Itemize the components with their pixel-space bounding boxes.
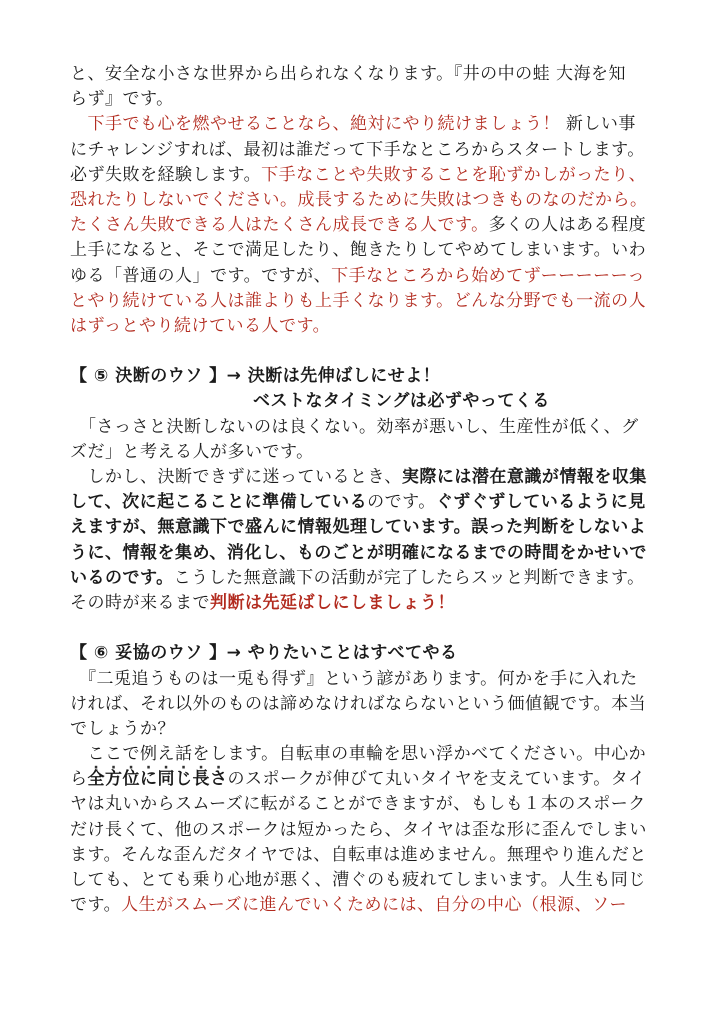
emphasis-red: とやり続けている人は誰よりも上手くなります。どんな分野でも一流の人 <box>70 290 647 311</box>
emphasis-red: 恐れたりしないでください。成長するために失敗はつきものなのだから。 <box>70 189 648 210</box>
text-line <box>70 541 660 566</box>
emphasis-red: 下手でも心を燃やせることなら、絶対にやり続けましょう！ <box>70 114 560 135</box>
emphasis-char: 位 <box>122 769 140 790</box>
text-span: だけ長くて、他のスポークは短かったら、タイヤは歪な形に歪んでしまい <box>70 819 647 840</box>
text-span: ズだ」と考える人が多いです。 <box>70 441 314 462</box>
text-span: 多くの人はある程度 <box>488 215 647 236</box>
section-heading <box>70 364 660 389</box>
text-line <box>70 591 660 616</box>
text-span: しかし、決断できずに迷っているとき、 <box>70 467 402 487</box>
text-span: 必ず失敗を経験します。 <box>70 164 262 185</box>
emphasis-bold: うに、情報を集め、消化し、ものごとが明確になるまでの時間をかせいで <box>70 542 647 563</box>
text-span: しても、とても乗り心地が悪く、漕ぐのも疲れてしまいます。人生も同じ <box>70 870 646 890</box>
text-span: ヤは丸いからスムーズに転がることができますが、もしも１本のスポーク <box>70 794 646 815</box>
text-line <box>70 893 660 918</box>
text-line <box>70 138 660 163</box>
text-span: ます。そんな歪んだタイヤでは、自転車は進めません。無理やり進んだと <box>70 844 647 865</box>
emphasis-red: 下手なことや失敗することを恥ずかしがったり、 <box>261 164 647 185</box>
text-line <box>70 440 660 465</box>
emphasis-bold: 実際には潜在意識が情報を収集 <box>401 467 647 487</box>
text-line <box>70 843 660 868</box>
text-line <box>70 717 660 742</box>
text-line <box>70 515 660 540</box>
text-line <box>70 868 660 893</box>
text-line <box>70 742 660 767</box>
spacer <box>70 616 660 641</box>
section-heading <box>70 641 660 666</box>
emphasis-red: 人生がスムーズに進んでいくためには、自分の中心（根源、ソー <box>121 895 627 916</box>
emphasis-char: に <box>140 769 158 790</box>
text-span: 『二兎追うものは一兎も得ず』という諺があります。何かを手に入れた <box>70 668 638 689</box>
spacer <box>70 339 660 364</box>
text-line <box>70 163 660 188</box>
text-line <box>70 792 660 817</box>
text-line <box>70 692 660 717</box>
text-line <box>70 289 660 314</box>
emphasis-red: はずっとやり続けている人です。 <box>70 315 331 336</box>
text-line <box>70 87 660 112</box>
text-span: らず』です。 <box>70 89 174 110</box>
text-line <box>70 818 660 843</box>
text-line <box>70 667 660 692</box>
emphasis-char: 同 <box>157 769 175 790</box>
text-line <box>70 238 660 263</box>
text-line <box>70 188 660 213</box>
text-line <box>70 415 660 440</box>
text-span: 「さっさと決断しないのは良くない。効率が悪いし、生産性が低く、グ <box>70 416 639 437</box>
emphasis-char: 長 <box>192 769 210 790</box>
text-span: です。 <box>70 895 122 916</box>
emphasis-char: 全 <box>87 769 105 790</box>
text-line <box>70 767 660 792</box>
text-line <box>70 566 660 591</box>
emphasis-dotted <box>88 769 228 789</box>
text-span: ゆる「普通の人」です。ですが、 <box>70 265 332 286</box>
text-span: 上手になると、そこで満足したり、飽きたりしてやめてしまいます。いわ <box>70 240 647 261</box>
text-span: その時が来るまで <box>70 592 210 613</box>
text-line <box>70 490 660 515</box>
heading-text: 【 ⑥ 妥協のウソ 】→ やりたいことはすべてやる <box>70 643 458 664</box>
emphasis-char: 方 <box>105 769 123 790</box>
emphasis-red-bold: 判断は先延ばしにしましょう！ <box>210 592 455 613</box>
text-span: のスポークが伸びて丸いタイヤを支えています。タイ <box>227 769 646 790</box>
emphasis-bold: ぐずぐずしているように見 <box>435 492 646 513</box>
section-subheading <box>70 389 660 414</box>
text-line <box>70 213 660 238</box>
emphasis-bold: えますが、無意識下で盛んに情報処理しています。誤った判断をしないよ <box>70 517 647 538</box>
emphasis-red: たくさん失敗できる人はたくさん成長できる人です。 <box>70 215 489 236</box>
text-line <box>70 314 660 339</box>
text-line <box>70 112 660 137</box>
text-span: ら <box>70 769 88 790</box>
emphasis-bold: いるのです。 <box>70 567 174 588</box>
text-span: のです。 <box>367 492 436 513</box>
text-line <box>70 264 660 289</box>
emphasis-char: さ <box>210 769 228 790</box>
text-span: と、安全な小さな世界から出られなくなります。『井の中の蛙 大海を知 <box>70 64 627 84</box>
text-span: こうした無意識下の活動が完了したらスッと判断できます。 <box>173 567 645 588</box>
document-page <box>70 62 660 918</box>
emphasis-bold: して、次に起こることに準備している <box>70 492 368 513</box>
text-span: にチャレンジすれば、最初は誰だって下手なところからスタートします。 <box>70 139 645 160</box>
emphasis-red: 下手なところから始めてずーーーーーっ <box>331 265 645 286</box>
subheading-text: ベストなタイミングは必ずやってくる <box>253 391 550 412</box>
text-line <box>70 465 660 490</box>
heading-text: 【 ⑤ 決断のウソ 】→ 決断は先伸ばしにせよ！ <box>70 366 441 387</box>
text-span: ければ、それ以外のものは諦めなければならないという価値観です。本当 <box>70 693 647 714</box>
text-line <box>70 62 660 87</box>
text-span: ここで例え話をします。自転車の車輪を思い浮かべてください。中心か <box>70 744 647 765</box>
text-span: でしょうか？ <box>70 718 175 739</box>
emphasis-char: じ <box>175 769 193 790</box>
text-span: 新しい事 <box>560 114 636 135</box>
